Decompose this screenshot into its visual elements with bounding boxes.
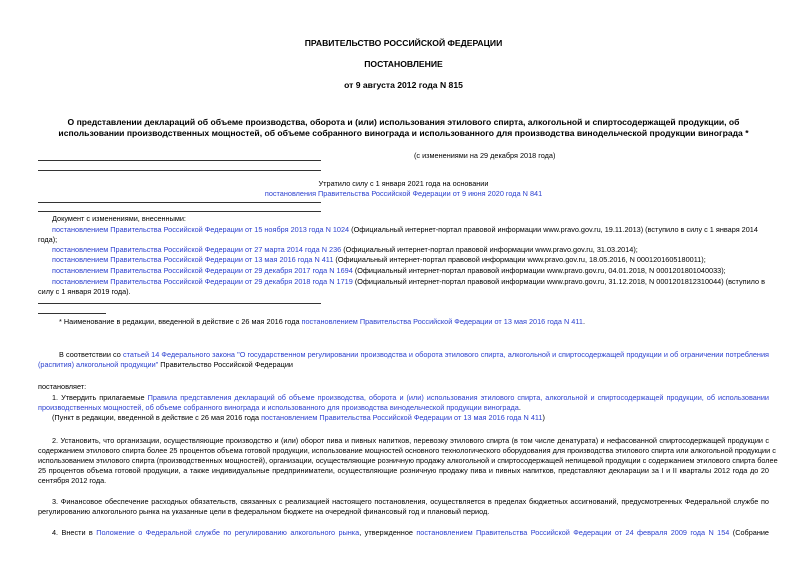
amendments-intro: Документ с изменениями, внесенными: [52,214,186,223]
footnote-text: * Наименование в редакции, введенной в действие с 26 мая 2016 года [59,317,302,326]
point-1-text: 1. Утвердить прилагаемые [52,393,148,402]
amendment-link[interactable]: постановлением Правительства Российской Федерации от 29 декабря 2018 года N 1719 [52,277,353,286]
point-4-line [52,528,769,538]
amendment-item [52,255,706,265]
amendment-source: (Официальный интернет-портал правовой информации www.pravo.gov.ru, 31.03.2014); [341,245,638,254]
document-type-heading: ПОСТАНОВЛЕНИЕ [364,59,443,69]
lost-force-link[interactable]: постановления Правительства Российской Федерации от 9 июня 2020 года N 841 [264,189,543,198]
preamble-text-end: Правительство Российской Федерации [158,360,293,369]
amendment-link[interactable]: постановлением Правительства Российской Федерации от 29 декабря 2017 года N 1694 [52,266,353,275]
preamble-line-2 [38,360,293,370]
resolution-link[interactable]: постановлением Правительства Российской Федерации от 24 февраля 2009 года N 154 [416,528,730,537]
divider [38,303,321,304]
amendment-item [52,266,726,276]
point-1-end: . [518,403,521,412]
point-3-line: 3. Финансовое обеспечение расходных обязательств, связанных с реализацией настоящего постановления, осуществляется в пределах бюджетных ассигнований, предусмотренных Федеральной службе по [52,497,769,506]
point-1-note-text: (Пункт в редакции, введенной в действие с 26 мая 2016 года [52,413,262,422]
preamble-text: В соответствии со [59,350,123,359]
amendment-link[interactable]: постановлением Правительства Российской Федерации от 15 ноября 2013 года N 1024 [52,225,350,234]
point-4-mid: , утвержденное [359,528,417,537]
amendment-source: (Официальный интернет-портал правовой информации www.pravo.gov.ru, 04.01.2018, N 0001201801040033); [352,266,726,275]
rules-link[interactable]: Правила представления деклараций об объеме производства, оборота и (или) использования этилового спирта, алкогольной и спиртосодержащей продукции, об использовании [147,393,769,402]
point-2-line: сентября 2012 года. [38,476,107,485]
amendment-item-continuation: силу с 1 января 2019 года). [38,287,131,296]
date-number-heading: от 9 августа 2012 года N 815 [344,80,463,90]
divider [38,160,321,161]
point-1-line-2 [38,403,521,413]
amendment-link[interactable]: постановлением Правительства Российской Федерации от 27 марта 2014 года N 236 [52,245,342,254]
amendment-item-continuation: года); [38,235,58,244]
point-3-line: регулированию алкогольного рынка на указанные цели в федеральном бюджете на очередной финансовый год и плановый период. [38,507,490,516]
government-heading: ПРАВИТЕЛЬСТВО РОССИЙСКОЙ ФЕДЕРАЦИИ [304,38,503,48]
point-2-line: 25 процентов объема готовой продукции, а также индивидуальные предприниматели, осуществляющие розничную продажу пива и пивных напитков, представляют декларации за I и II кварталы 2012 года до 20 [38,466,769,475]
footnote-divider [38,313,106,314]
amendment-item [52,225,758,235]
amendment-source: (Официальный интернет-портал правовой информации www.pravo.gov.ru, 18.05.2016, N 0001201605180011); [333,255,706,264]
point-2-line: использованием этилового спирта (производственных мощностей), организации, осуществляющие розничную продажу алкогольной и спиртосодержащей непищевой продукции с содержанием этилового спирта более [38,456,778,465]
divider [38,211,321,212]
title-line-1: О представлении деклараций об объеме производства, оборота и (или) использования этилового спирта, алкогольной и спиртосодержащей продукции, об [67,117,740,127]
divider [38,170,321,171]
footnote-link[interactable]: постановлением Правительства Российской Федерации от 13 мая 2016 года N 411 [301,317,583,326]
title-line-2: использовании производственных мощностей, об объеме собранного винограда и использованного для производства винодельческой продукции винограда * [58,128,749,138]
point-1-note-end: ) [542,413,545,422]
point-2-line: 2. Установить, что организации, осуществляющие производство и (или) оборот пива и пивных напитков, перевозку этилового спирта (в том числе денатурата) и нефасованной спиртосодержащей продукции с [52,436,769,445]
amendment-source: (Официальный интернет-портал правовой информации www.pravo.gov.ru, 31.12.2018, N 0001201812310044) (вступило в [352,277,765,286]
preamble-line-1 [59,350,769,360]
amendment-item [52,277,765,287]
point-2-line: содержанием этилового спирта более 25 процентов объема готовой продукции, использование мощностей основного технологического оборудования для производства этилового спирта или алкогольной продукции с [38,446,776,455]
rules-link-continuation[interactable]: производственных мощностей, об объеме собранного винограда и использованного для производства винодельческой продукции винограда [38,403,519,412]
point-1-line-1 [52,393,769,403]
edition-note: (с изменениями на 29 декабря 2018 года) [414,151,556,160]
divider [38,202,321,203]
regulation-link[interactable]: Положение о Федеральной службе по регулированию алкогольного рынка [96,528,360,537]
point-1-note [52,413,545,423]
amendment-item [52,245,638,255]
federal-law-link-continuation[interactable]: (распития) алкогольной продукции" [38,360,159,369]
footnote [59,317,585,327]
footnote-end: . [582,317,585,326]
lost-force-text: Утратило силу с 1 января 2021 года на основании [318,179,489,188]
point-1-note-link[interactable]: постановлением Правительства Российской Федерации от 13 мая 2016 года N 411 [261,413,543,422]
decree-word: постановляет: [38,382,87,391]
amendment-link[interactable]: постановлением Правительства Российской Федерации от 13 мая 2016 года N 411 [52,255,334,264]
point-4-end: (Собрание [729,528,769,537]
point-4-text: 4. Внести в [52,528,97,537]
federal-law-link[interactable]: статьей 14 Федерального закона "О государственном регулировании производства и оборота этилового спирта, алкогольной и спиртосодержащей продукции и об ограничении потребления [122,350,769,359]
amendment-source: (Официальный интернет-портал правовой информации www.pravo.gov.ru, 19.11.2013) (вступило в силу с 1 января 2014 [349,225,758,234]
